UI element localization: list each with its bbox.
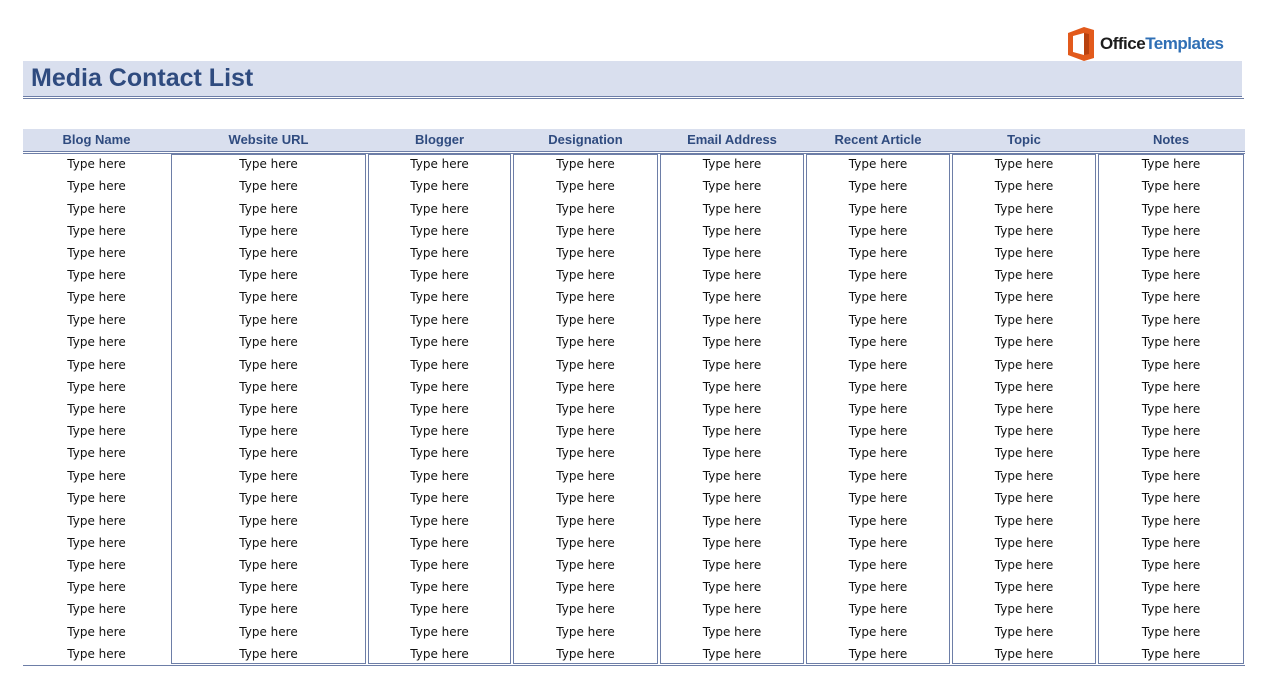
table-row [0,266,1270,288]
table-cell[interactable]: Type here [410,313,469,327]
table-cell[interactable]: Type here [239,536,298,550]
table-cell[interactable]: Type here [239,358,298,372]
table-cell[interactable]: Type here [410,647,469,661]
table-cell[interactable]: Type here [239,335,298,349]
table-cell[interactable]: Type here [239,514,298,528]
table-cell[interactable]: Type here [994,246,1054,260]
table-cell[interactable]: Type here [702,224,762,238]
table-cell[interactable]: Type here [410,380,469,394]
table-cell[interactable]: Type here [410,514,469,528]
table-header-band [23,129,1245,152]
table-cell[interactable]: Type here [702,313,762,327]
table-cell[interactable]: Type here [410,602,469,616]
table-cell[interactable]: Type here [67,335,126,349]
table-cell[interactable]: Type here [67,246,126,260]
table-cell[interactable]: Type here [1141,224,1201,238]
logo-word-templates: Templates [1145,34,1224,53]
table-cell[interactable]: Type here [410,202,469,216]
table-row [0,288,1270,310]
table-cell[interactable]: Type here [410,558,469,572]
table-row [0,534,1270,556]
table-cell[interactable]: Type here [848,647,908,661]
table-cell[interactable]: Type here [1141,647,1201,661]
table-cell[interactable]: Type here [67,358,126,372]
table-cell[interactable]: Type here [556,558,615,572]
table-cell[interactable]: Type here [410,224,469,238]
table-cell[interactable]: Type here [410,625,469,639]
table-cell[interactable]: Type here [239,179,298,193]
table-cell[interactable]: Type here [556,290,615,304]
table-cell[interactable]: Type here [848,536,908,550]
table-cell[interactable]: Type here [410,335,469,349]
table-cell[interactable]: Type here [1141,179,1201,193]
table-cell[interactable]: Type here [67,179,126,193]
table-row [0,512,1270,534]
table-cell[interactable]: Type here [556,179,615,193]
table-cell[interactable]: Type here [1141,313,1201,327]
table-row [0,200,1270,222]
table-cell[interactable]: Type here [702,558,762,572]
table-cell[interactable]: Type here [239,424,298,438]
table-cell[interactable]: Type here [67,446,126,460]
table-cell[interactable]: Type here [702,469,762,483]
table-cell[interactable]: Type here [1141,469,1201,483]
table-cell[interactable]: Type here [994,647,1054,661]
table-row [0,489,1270,511]
table-cell[interactable]: Type here [994,380,1054,394]
office-templates-logo [1066,26,1224,62]
table-cell[interactable]: Type here [848,335,908,349]
table-row [0,556,1270,578]
table-row [0,422,1270,444]
table-cell[interactable]: Type here [994,268,1054,282]
table-cell[interactable]: Type here [848,313,908,327]
table-cell[interactable]: Type here [994,335,1054,349]
table-row [0,578,1270,600]
table-cell[interactable]: Type here [67,602,126,616]
table-cell[interactable]: Type here [67,469,126,483]
table-cell[interactable]: Type here [848,268,908,282]
table-cell[interactable]: Type here [239,224,298,238]
table-row [0,467,1270,489]
table-cell[interactable]: Type here [556,246,615,260]
column-header: Blogger [414,132,465,147]
table-cell[interactable]: Type here [556,224,615,238]
table-cell[interactable]: Type here [556,536,615,550]
table-cell[interactable]: Type here [848,402,908,416]
table-cell[interactable]: Type here [67,224,126,238]
table-cell[interactable]: Type here [556,469,615,483]
column-header: Email Address [687,132,777,147]
table-cell[interactable]: Type here [67,536,126,550]
table-cell[interactable]: Type here [67,268,126,282]
table-cell[interactable]: Type here [702,268,762,282]
table-row [0,444,1270,466]
table-cell[interactable]: Type here [994,157,1054,171]
table-cell[interactable]: Type here [556,491,615,505]
table-cell[interactable]: Type here [994,558,1054,572]
table-cell[interactable]: Type here [410,536,469,550]
table-cell[interactable]: Type here [848,224,908,238]
table-cell[interactable]: Type here [239,647,298,661]
table-cell[interactable]: Type here [848,358,908,372]
table-cell[interactable]: Type here [410,580,469,594]
table-cell[interactable]: Type here [994,514,1054,528]
table-cell[interactable]: Type here [702,625,762,639]
table-cell[interactable]: Type here [239,602,298,616]
table-cell[interactable]: Type here [994,446,1054,460]
table-cell[interactable]: Type here [702,514,762,528]
table-cell[interactable]: Type here [702,246,762,260]
table-cell[interactable]: Type here [994,424,1054,438]
table-cell[interactable]: Type here [410,424,469,438]
table-cell[interactable]: Type here [702,179,762,193]
logo-wordmark [1100,34,1224,54]
table-row [0,222,1270,244]
table-cell[interactable]: Type here [848,179,908,193]
table-row [0,333,1270,355]
table-cell[interactable]: Type here [67,402,126,416]
table-cell[interactable]: Type here [239,157,298,171]
table-cell[interactable]: Type here [1141,202,1201,216]
table-cell[interactable]: Type here [848,491,908,505]
table-cell[interactable]: Type here [994,179,1054,193]
table-cell[interactable]: Type here [239,491,298,505]
table-cell[interactable]: Type here [702,358,762,372]
table-row [0,356,1270,378]
table-cell[interactable]: Type here [67,380,126,394]
table-cell[interactable]: Type here [994,202,1054,216]
table-row [0,311,1270,333]
table-cell[interactable]: Type here [239,246,298,260]
table-cell[interactable]: Type here [994,313,1054,327]
table-cell[interactable]: Type here [702,647,762,661]
table-cell[interactable]: Type here [1141,625,1201,639]
column-header: Recent Article [834,132,922,147]
table-cell[interactable]: Type here [67,424,126,438]
table-cell[interactable]: Type here [410,179,469,193]
table-cell[interactable]: Type here [994,602,1054,616]
table-cell[interactable]: Type here [556,313,615,327]
table-cell[interactable]: Type here [239,268,298,282]
column-header: Blog Name [62,132,131,147]
table-cell[interactable]: Type here [1141,290,1201,304]
table-cell[interactable]: Type here [1141,402,1201,416]
table-cell[interactable]: Type here [994,625,1054,639]
table-cell[interactable]: Type here [1141,491,1201,505]
table-cell[interactable]: Type here [556,358,615,372]
table-cell[interactable]: Type here [410,268,469,282]
table-cell[interactable]: Type here [702,290,762,304]
table-cell[interactable]: Type here [1141,380,1201,394]
logo-word-office: Office [1100,34,1146,53]
table-cell[interactable]: Type here [556,625,615,639]
table-cell[interactable]: Type here [239,290,298,304]
table-cell[interactable]: Type here [239,580,298,594]
table-cell[interactable]: Type here [702,446,762,460]
table-cell[interactable]: Type here [239,625,298,639]
table-cell[interactable]: Type here [994,402,1054,416]
table-cell[interactable]: Type here [702,402,762,416]
table-cell[interactable]: Type here [702,580,762,594]
column-header: Notes [1152,132,1190,147]
table-cell[interactable]: Type here [410,446,469,460]
table-cell[interactable]: Type here [702,157,762,171]
table-cell[interactable]: Type here [556,157,615,171]
table-cell[interactable]: Type here [556,602,615,616]
table-cell[interactable]: Type here [994,491,1054,505]
table-cell[interactable]: Type here [1141,246,1201,260]
table-cell[interactable]: Type here [1141,558,1201,572]
table-cell[interactable]: Type here [994,290,1054,304]
table-cell[interactable]: Type here [556,514,615,528]
table-cell[interactable]: Type here [556,402,615,416]
table-row [0,244,1270,266]
table-row [0,623,1270,645]
table-cell[interactable]: Type here [1141,536,1201,550]
table-row [0,600,1270,622]
column-header: Topic [1007,132,1041,147]
table-cell[interactable]: Type here [67,313,126,327]
column-header: Website URL [228,132,309,147]
table-cell[interactable]: Type here [994,224,1054,238]
table-cell[interactable]: Type here [848,558,908,572]
table-cell[interactable]: Type here [848,514,908,528]
table-cell[interactable]: Type here [702,202,762,216]
office-icon [1066,26,1096,62]
table-cell[interactable]: Type here [556,202,615,216]
table-cell[interactable]: Type here [994,580,1054,594]
table-cell[interactable]: Type here [1141,602,1201,616]
table-cell[interactable]: Type here [1141,358,1201,372]
table-cell[interactable]: Type here [994,358,1054,372]
table-cell[interactable]: Type here [1141,580,1201,594]
table-cell[interactable]: Type here [410,402,469,416]
table-cell[interactable]: Type here [67,514,126,528]
table-cell[interactable]: Type here [848,625,908,639]
table-cell[interactable]: Type here [67,625,126,639]
table-cell[interactable]: Type here [410,246,469,260]
table-cell[interactable]: Type here [239,558,298,572]
table-cell[interactable]: Type here [1141,514,1201,528]
table-cell[interactable]: Type here [1141,268,1201,282]
table-cell[interactable]: Type here [239,469,298,483]
table-cell[interactable]: Type here [1141,446,1201,460]
table-cell[interactable]: Type here [239,202,298,216]
table-cell[interactable]: Type here [702,335,762,349]
table-row [0,177,1270,199]
table-cell[interactable]: Type here [556,446,615,460]
table-cell[interactable]: Type here [67,491,126,505]
table-cell[interactable]: Type here [702,380,762,394]
table-cell[interactable]: Type here [410,290,469,304]
table-cell[interactable]: Type here [410,491,469,505]
table-row [0,378,1270,400]
table-cell[interactable]: Type here [239,313,298,327]
table-row [0,645,1270,667]
table-cell[interactable]: Type here [1141,424,1201,438]
table-bottom-rule [23,665,1245,666]
table-cell[interactable]: Type here [410,358,469,372]
page-title: Media Contact List [31,64,254,92]
table-cell[interactable]: Type here [1141,157,1201,171]
table-cell[interactable]: Type here [239,446,298,460]
title-band [23,61,1242,97]
table-cell[interactable]: Type here [848,157,908,171]
title-underline [23,98,1244,99]
table-cell[interactable]: Type here [848,602,908,616]
table-cell[interactable]: Type here [556,424,615,438]
table-cell[interactable]: Type here [848,290,908,304]
table-cell[interactable]: Type here [702,602,762,616]
table-cell[interactable]: Type here [848,246,908,260]
table-cell[interactable]: Type here [702,424,762,438]
table-cell[interactable]: Type here [702,536,762,550]
table-cell[interactable]: Type here [239,380,298,394]
table-cell[interactable]: Type here [67,202,126,216]
table-cell[interactable]: Type here [994,469,1054,483]
table-cell[interactable]: Type here [848,424,908,438]
table-cell[interactable]: Type here [410,469,469,483]
table-cell[interactable]: Type here [67,157,126,171]
table-cell[interactable]: Type here [67,290,126,304]
table-cell[interactable]: Type here [67,558,126,572]
table-cell[interactable]: Type here [848,202,908,216]
column-header: Designation [548,132,623,147]
table-cell[interactable]: Type here [239,402,298,416]
table-cell[interactable]: Type here [556,268,615,282]
table-cell[interactable]: Type here [556,580,615,594]
table-cell[interactable]: Type here [410,157,469,171]
table-cell[interactable]: Type here [67,647,126,661]
table-cell[interactable]: Type here [702,491,762,505]
table-cell[interactable]: Type here [556,335,615,349]
table-cell[interactable]: Type here [556,647,615,661]
table-cell[interactable]: Type here [848,380,908,394]
table-row [0,400,1270,422]
table-cell[interactable]: Type here [848,469,908,483]
table-cell[interactable]: Type here [848,446,908,460]
table-row [0,155,1270,177]
table-cell[interactable]: Type here [848,580,908,594]
table-cell[interactable]: Type here [67,580,126,594]
table-cell[interactable]: Type here [994,536,1054,550]
table-cell[interactable]: Type here [556,380,615,394]
table-cell[interactable]: Type here [1141,335,1201,349]
